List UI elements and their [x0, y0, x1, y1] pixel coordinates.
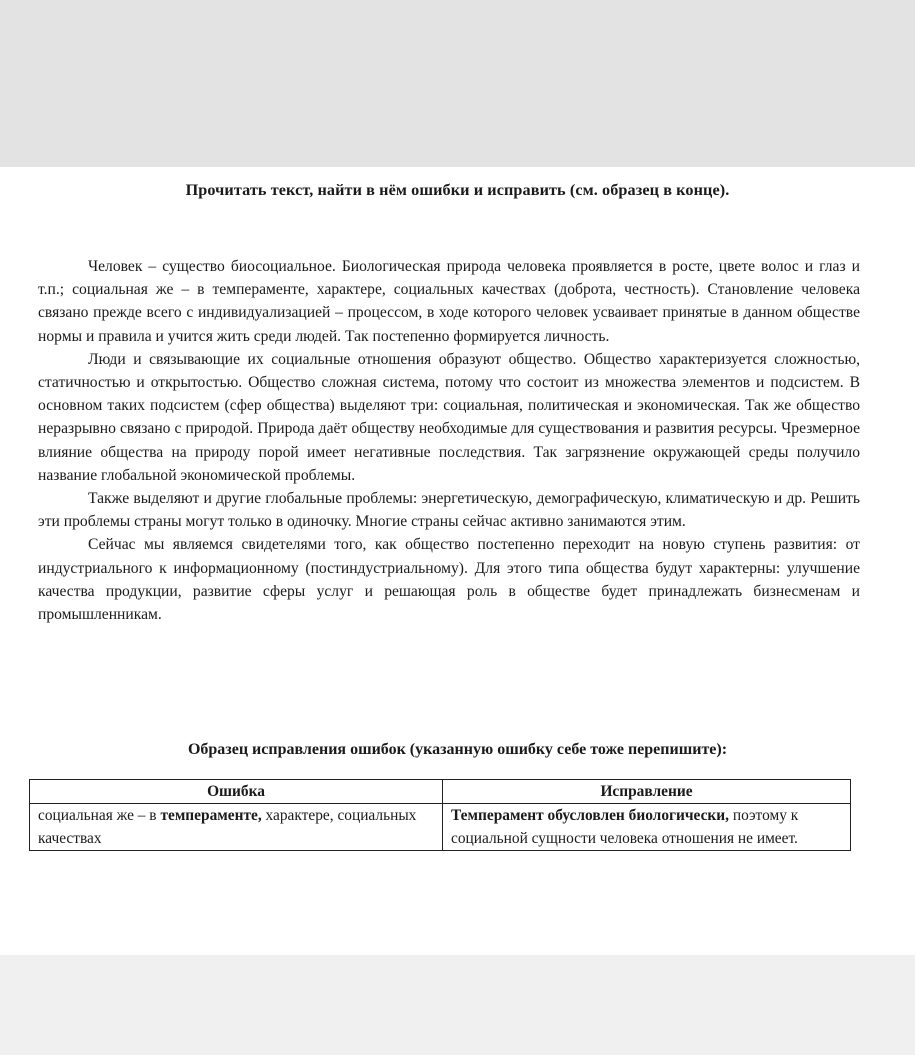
error-prefix: социальная же – в: [38, 807, 161, 824]
page-title: Прочитать текст, найти в нём ошибки и исправить (см. образец в конце).: [185, 181, 730, 199]
body-text: [38, 255, 860, 626]
sample-table: [29, 779, 851, 851]
fix-cell: [443, 804, 851, 851]
sample-title: Образец исправления ошибок (указанную ошибку себе тоже перепишите):: [187, 741, 728, 758]
error-cell: [30, 804, 443, 851]
paragraph-1: Человек – существо биосоциальное. Биологическая природа человека проявляется в росте, цвете волос и глаз и т.п.; социальная же – в темпераменте, характере, социальных качествах (доброта, честность). Становление человека связано прежде всего с индивидуализацией – процессом, в ходе которого человек усваивает принятые в данном обществе нормы и правила и учится жить среди людей. Так постепенно формируется личность.: [38, 258, 860, 345]
table-header-row: [30, 780, 851, 804]
column-header-error: Ошибка: [30, 780, 443, 804]
fix-rest: поэтому к социальной сущности человека отношения не имеет.: [451, 807, 799, 847]
paragraph-2: Люди и связывающие их социальные отношения образуют общество. Общество характеризуется сложностью, статичностью и открытостью. Общество сложная система, потому что состоит из множества элементов и подсистем. В основном таких подсистем (сфер общества) выделяют три: социальная, политическая и экономическая. Так же общество неразрывно связано с природой. Природа даёт обществу необходимые для существования и развития ресурсы. Чрезмерное влияние общества на природу порой имеет негативные последствия. Так загрязнение окружающей среды получило название глобальной экономической проблемы.: [38, 350, 860, 484]
error-highlight: темпераменте,: [160, 807, 262, 824]
fix-highlight: Темперамент обусловлен биологически,: [451, 807, 729, 824]
bottom-background-band: [0, 955, 915, 1055]
top-background-band: [0, 0, 915, 167]
column-header-fix: Исправление: [443, 780, 851, 804]
document-page: [0, 167, 915, 955]
error-suffix: характере, социальных качествах: [38, 807, 417, 847]
paragraph-4: Сейчас мы являемся свидетелями того, как общество постепенно переходит на новую ступень развития: от индустриального к информационному (постиндустриальному). Для этого типа общества будут характерны: улучшение качества продукции, развитие сферы услуг и решающая роль в обществе будет принадлежать бизнесменам и промышленникам.: [38, 536, 860, 624]
paragraph-3: Также выделяют и другие глобальные проблемы: энергетическую, демографическую, климатическую и др. Решить эти проблемы страны могут только в одиночку. Многие страны сейчас активно занимаются этим.: [38, 490, 860, 531]
table-row: [30, 804, 851, 851]
